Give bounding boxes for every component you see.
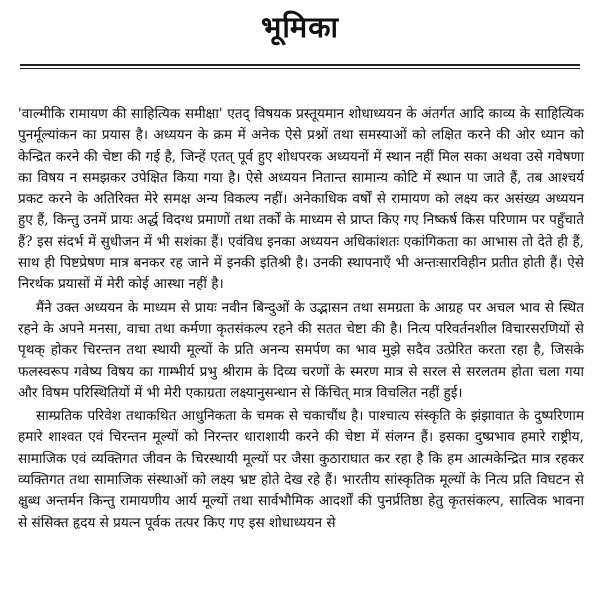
body-text <box>18 104 584 536</box>
heading-rule-thick <box>20 64 580 66</box>
paragraph-1: 'वाल्मीकि रामायण की साहित्यिक समीक्षा' एतद्‌ विषयक प्रस्तूयमान शोधाध्ययन के अंतर्गत आदि काव्य के साहित्यिक पुनर्मूल्यांकन का प्रयास है। अध्ययन के क्रम में अनेक ऐसे प्रश्नों तथा समस्याओं को लक्षित करने की ओर ध्यान को केन्द्रित करने की चेष्टा की गई है, जिन्हें एतत्‌ पूर्व हुए शोधपरक अध्ययनों में स्थान नहीं मिल सका अथवा उसे गवेषणा का विषय न समझकर उपेक्षित किया गया है। ऐसे अध्ययन नितान्त सामान्य कोटि में स्थान पा जाते हैं, तब आश्चर्य प्रकट करने के अतिरिक्त मेरे समक्ष अन्य विकल्प नहीं। अनेकाधिक वर्षों से रामायण को लक्ष्य कर असंख्य अध्ययन हुए हैं, किन्तु उनमें प्रायः अर्द्ध विदग्ध प्रमाणों तथा तर्कों के माध्यम से प्राप्त किए गए निष्कर्ष किस परिणाम पर पहुँचाते हैं? इस संदर्भ में सुधीजन में भी सशंका हैं। एवंविध इनका अध्ययन अधिकांशतः एकांगिकता का आभास तो देते ही हैं, साथ ही पिष्टप्रेषण मात्र बनकर रह जाने में इनकी इतिश्री है। उनकी स्थापनाएँ भी अन्तःसारविहीन प्रतीत होती हैं। ऐसे निरर्थक प्रयासों में मेरी कोई आस्था नहीं है। <box>18 106 584 293</box>
paragraph-3: साम्प्रतिक परिवेश तथाकथित आधुनिकता के चमक से चकाचौंध है। पाश्चात्य संस्कृति के झंझावात के दुष्परिणाम हमारे शाश्वत एवं चिरन्तन मूल्यों को निरन्तर धाराशायी करने की चेष्टा में संलग्न हैं। इसका दुष्प्रभाव हमारे राष्ट्रीय, सामाजिक एवं व्यक्तिगत जीवन के चिरस्थायी मूल्यों पर जैसा कुठाराघात कर रहा है कि हम आत्मकेन्द्रित मात्र रहकर व्यक्तिगत तथा सामाजिक संस्थाओं को लक्ष्य भ्रष्ट होते देख रहे हैं। भारतीय सांस्कृतिक मूल्यों के नित्य प्रति विघटन से क्षुब्ध अन्तर्मन किन्तु रामायणीय आर्य मूल्यों तथा सार्वभौमिक आदर्शों की पुनर्प्रतिष्ठा हेतु कृतसंकल्प, सात्विक भावना से संसिक्त हृदय से प्रयत्न पूर्वक तत्पर किए गए इस शोधाध्ययन से <box>18 408 584 531</box>
page-heading: भूमिका <box>260 10 340 44</box>
paragraph-2: मैंने उक्त अध्ययन के माध्यम से प्रायः नवीन बिन्दुओं के उद्भासन तथा समग्रता के आग्रह पर अचल भाव से स्थित रहने के अपने मनसा, वाचा तथा कर्मणा कृतसंकल्प रहने की सतत चेष्टा की है। नित्य परिवर्तनशील विचारसरणियों से पृथक्‌ होकर चिरन्तन तथा स्थायी मूल्यों के प्रति अनन्य समर्पण का भाव मुझे सदैव उत्प्रेरित करता रहा है, जिसके फलस्वरूप गवेष्य विषय का गाम्भीर्य प्रभु श्रीराम के दिव्य चरणों के स्मरण मात्र से सरल से सरलतम होता चला गया और विषम परिस्थितियों में भी मेरी एकाग्रता लक्ष्यानुसन्धान से किंचित्‌ मात्र विचलित नहीं हुई। <box>18 299 584 401</box>
heading-rule-thin <box>20 68 580 69</box>
